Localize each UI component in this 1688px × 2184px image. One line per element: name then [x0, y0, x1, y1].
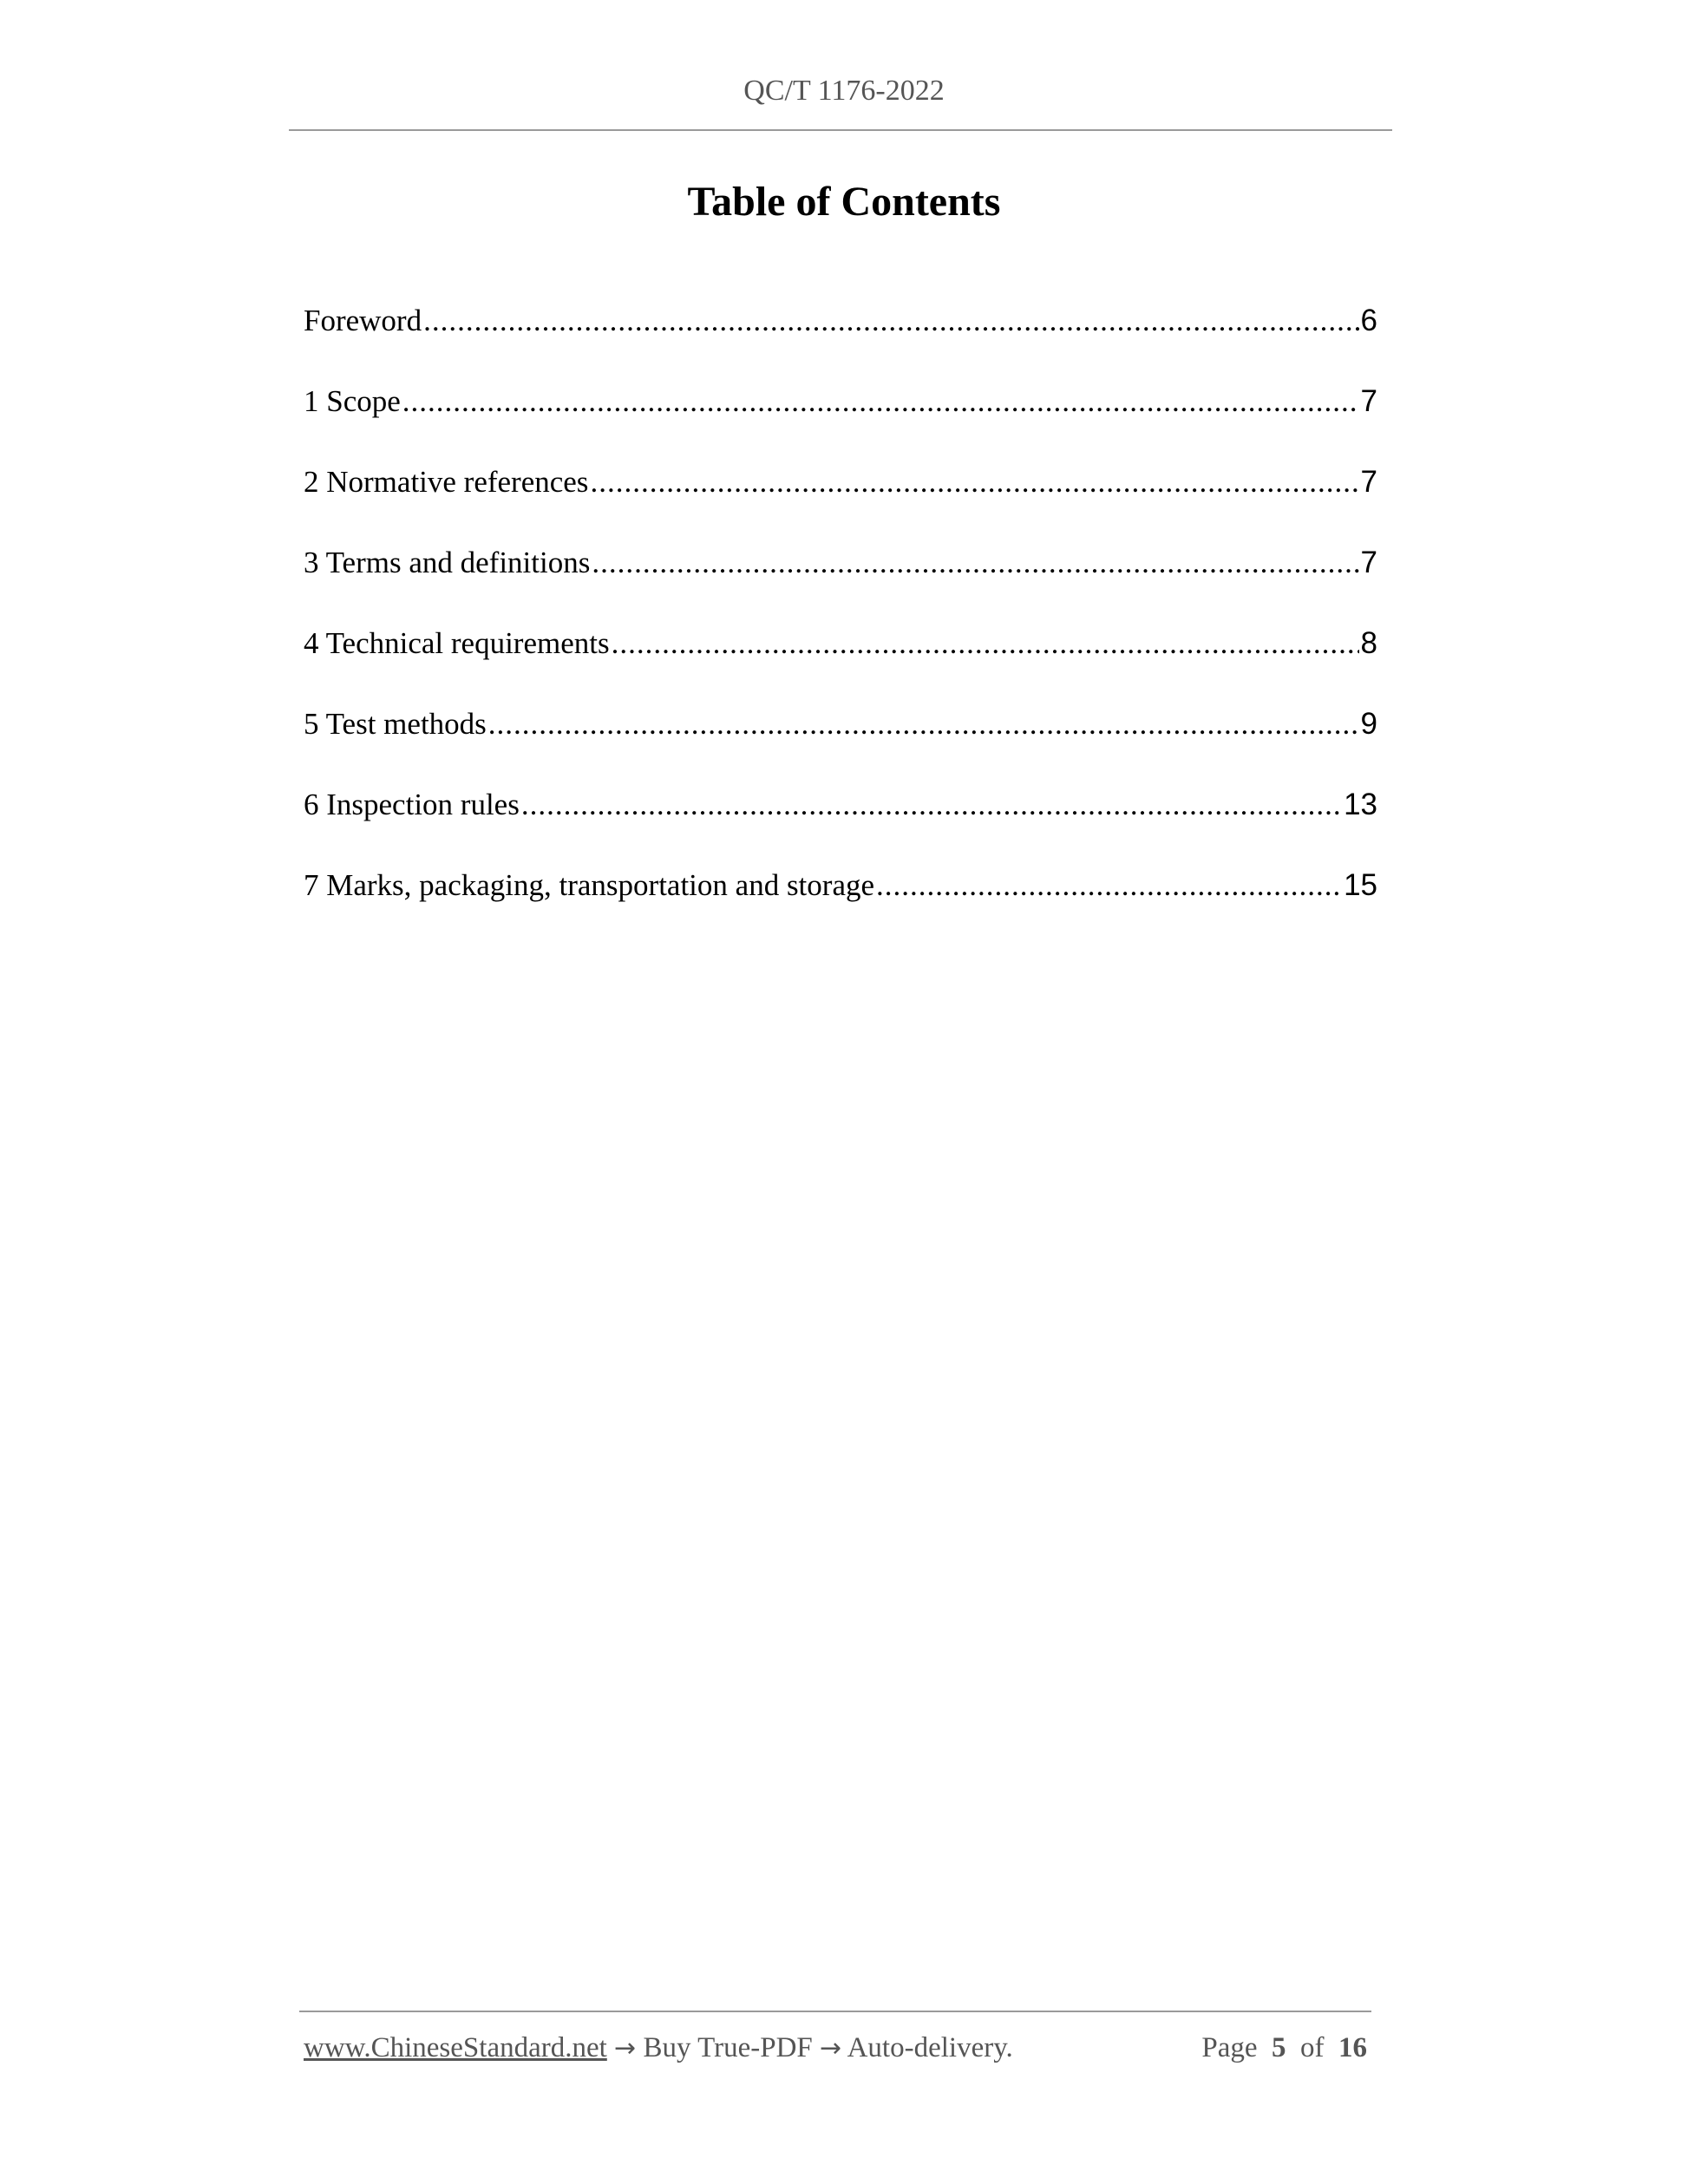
- footer-step-delivery: Auto-delivery.: [847, 2032, 1013, 2063]
- page-word: Page: [1201, 2032, 1258, 2063]
- toc-entry-terms-and-definitions[interactable]: [304, 546, 1377, 626]
- toc-dot-leader: [592, 546, 1358, 580]
- toc-dot-leader: [876, 868, 1342, 903]
- of-word: of: [1300, 2032, 1325, 2063]
- toc-entry-label: 6 Inspection rules: [304, 788, 520, 821]
- total-page-number: 16: [1338, 2032, 1367, 2063]
- toc-entry-test-methods[interactable]: [304, 707, 1377, 788]
- toc-entry-marks-packaging[interactable]: [304, 868, 1377, 949]
- toc-entry-inspection-rules[interactable]: [304, 788, 1377, 868]
- toc-dot-leader: [521, 788, 1342, 822]
- toc-entry-label: 1 Scope: [304, 384, 401, 418]
- website-link[interactable]: www.ChineseStandard.net: [304, 2032, 607, 2063]
- document-code-header: QC/T 1176-2022: [743, 75, 945, 107]
- toc-entry-page: 7: [1360, 384, 1377, 418]
- toc-entry-normative-references[interactable]: [304, 465, 1377, 546]
- footer-step-buy: Buy True-PDF: [643, 2032, 813, 2063]
- toc-title: Table of Contents: [687, 179, 1001, 225]
- toc-entry-label: Foreword: [304, 304, 422, 337]
- header-divider: [289, 129, 1392, 131]
- toc-entry-foreword[interactable]: [304, 304, 1377, 384]
- toc-entry-label: 4 Technical requirements: [304, 626, 610, 660]
- footer-left: [304, 2032, 1013, 2064]
- toc-entry-page: 6: [1360, 304, 1377, 337]
- toc-dot-leader: [402, 384, 1359, 419]
- page-number-indicator: [1201, 2032, 1367, 2064]
- toc-dot-leader: [488, 707, 1359, 742]
- toc-entry-page: 8: [1360, 626, 1377, 660]
- toc-entry-scope[interactable]: [304, 384, 1377, 465]
- toc-entry-label: 5 Test methods: [304, 707, 487, 741]
- toc-entry-page: 9: [1360, 707, 1377, 741]
- page-footer: [304, 2032, 1367, 2064]
- toc-entry-technical-requirements[interactable]: [304, 626, 1377, 707]
- toc-entry-page: 7: [1360, 546, 1377, 579]
- arrow-right-icon: →: [614, 2033, 637, 2063]
- toc-entry-page: 15: [1344, 868, 1377, 902]
- current-page-number: 5: [1272, 2032, 1286, 2063]
- footer-divider: [299, 2011, 1371, 2012]
- toc-list: [304, 304, 1377, 949]
- toc-entry-label: 7 Marks, packaging, transportation and storage: [304, 868, 875, 902]
- toc-entry-label: 3 Terms and definitions: [304, 546, 591, 579]
- arrow-right-icon: →: [820, 2033, 842, 2063]
- toc-dot-leader: [612, 626, 1359, 661]
- toc-entry-page: 7: [1360, 465, 1377, 499]
- toc-dot-leader: [590, 465, 1358, 500]
- toc-dot-leader: [423, 304, 1358, 338]
- toc-entry-label: 2 Normative references: [304, 465, 589, 499]
- toc-entry-page: 13: [1344, 788, 1377, 821]
